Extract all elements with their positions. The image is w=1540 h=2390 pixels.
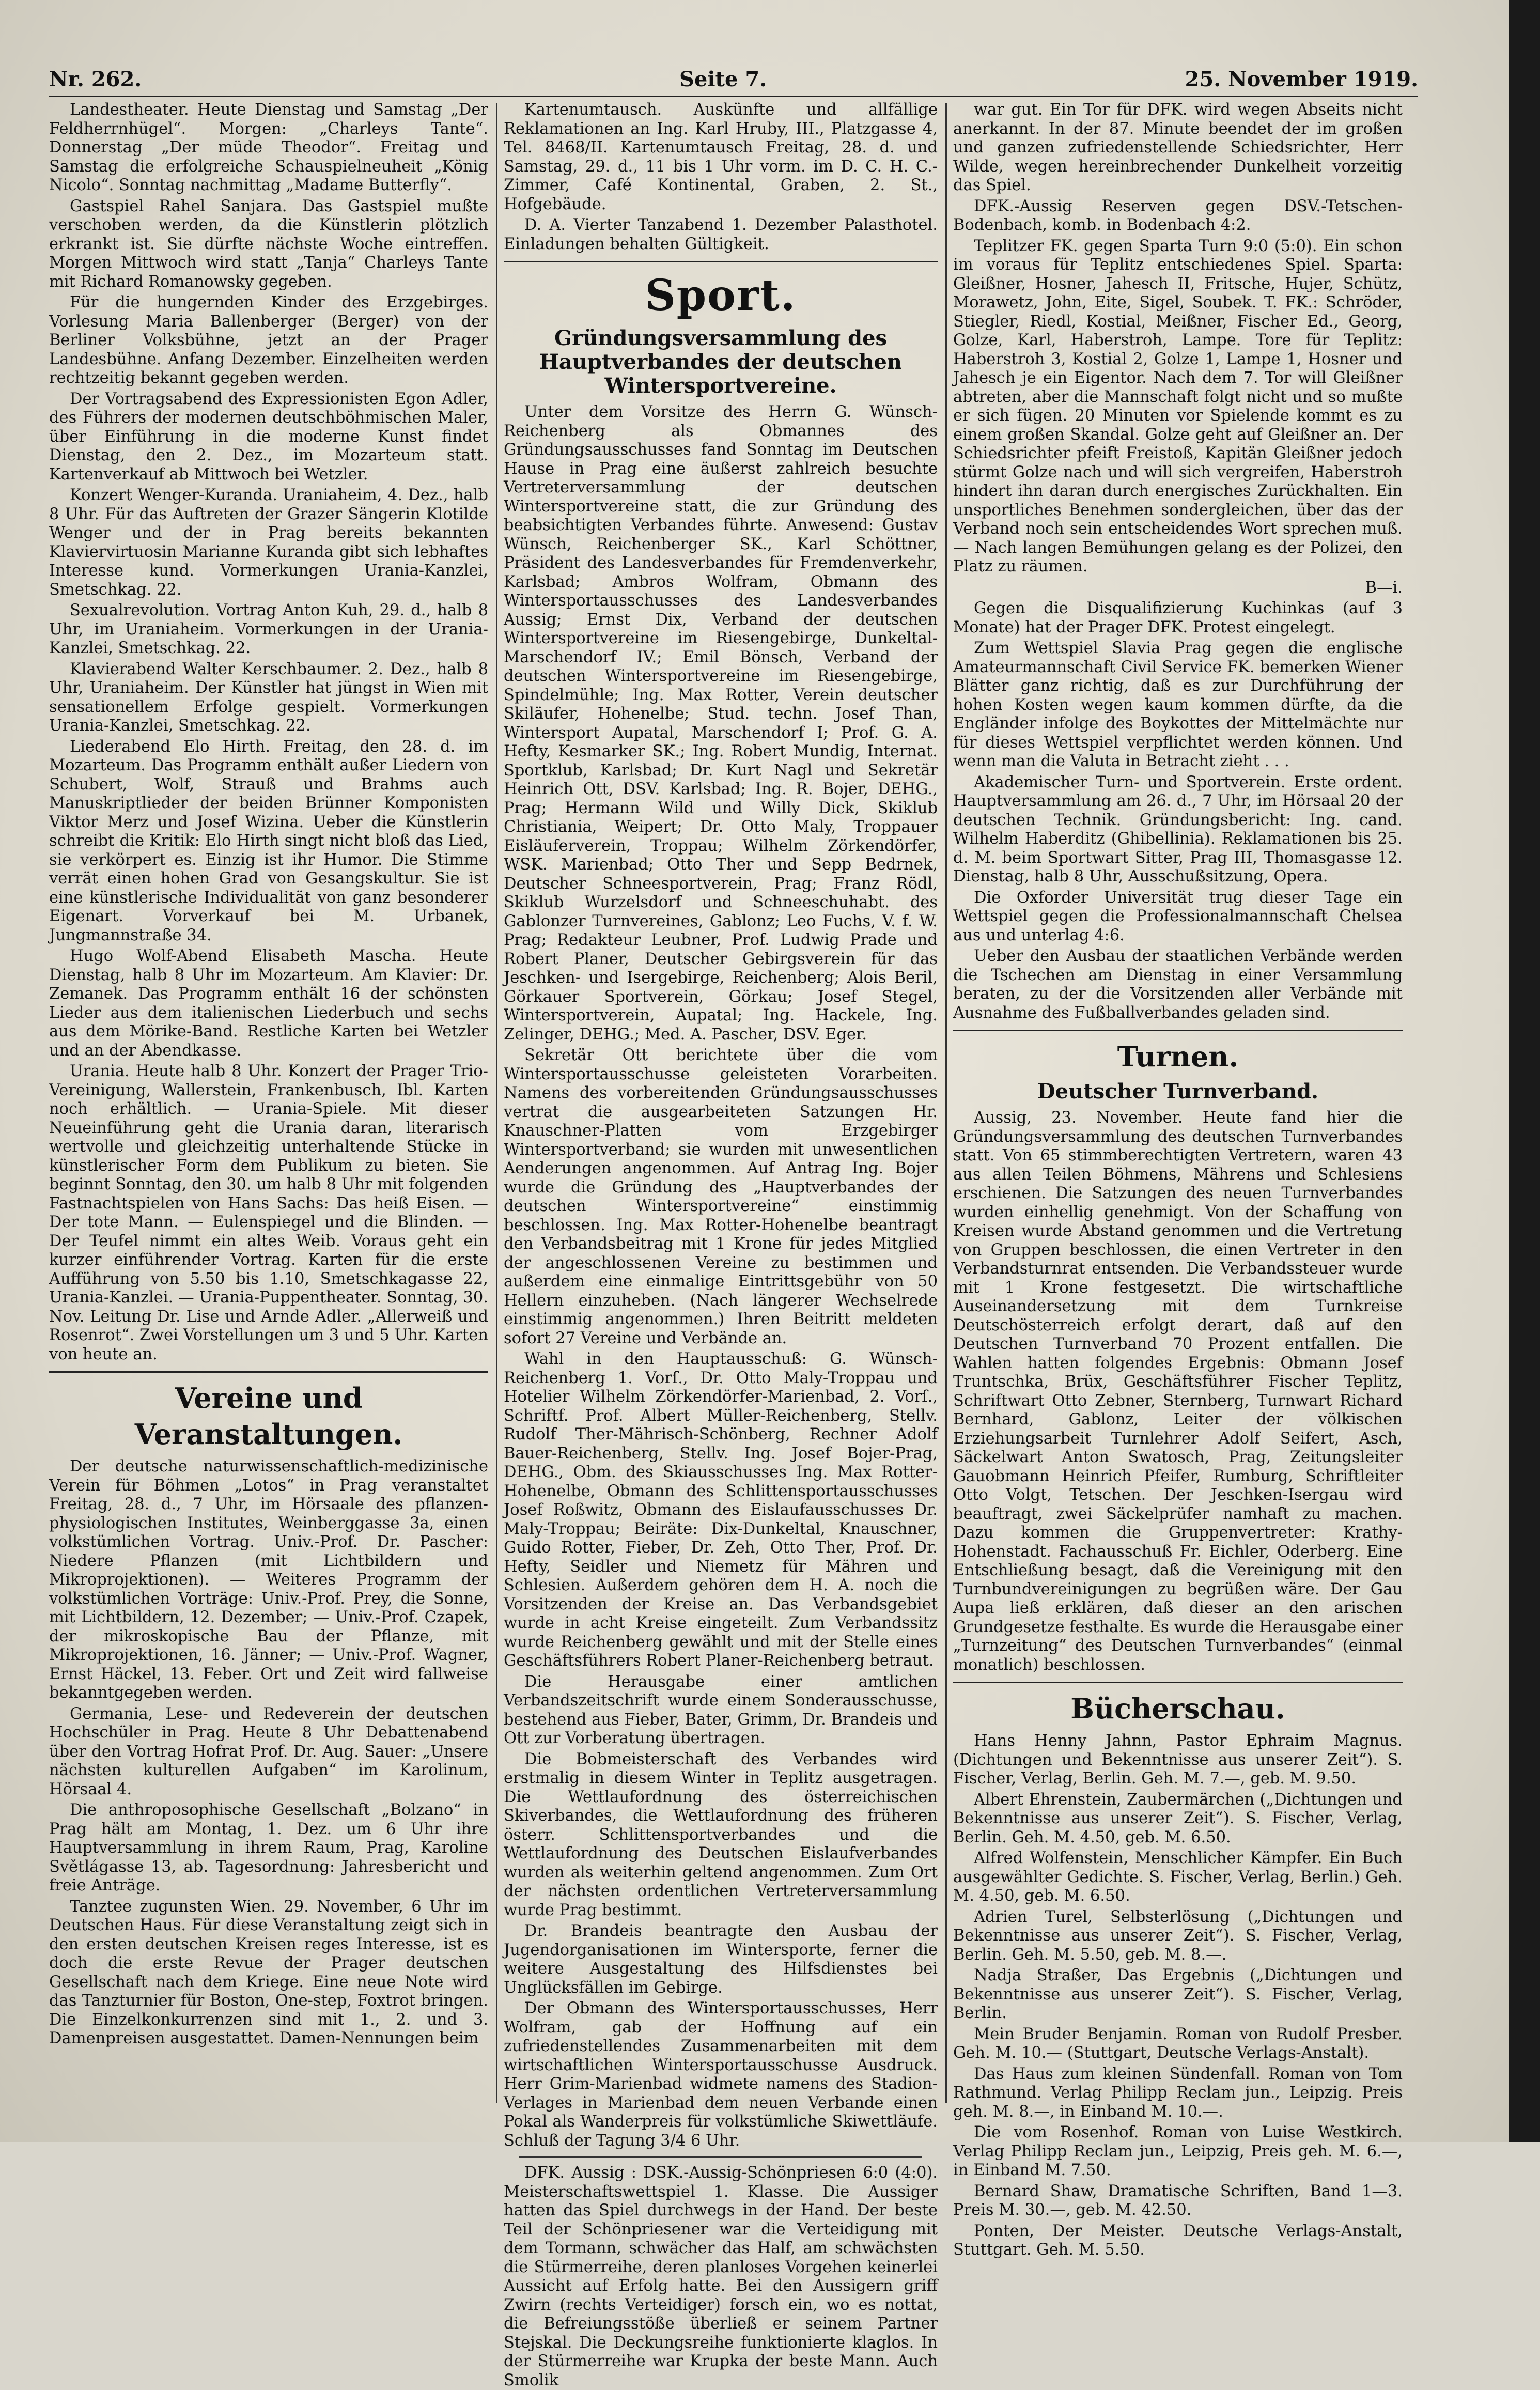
section-divider	[49, 1371, 488, 1373]
paragraph: Hugo Wolf-Abend Elisabeth Mascha. Heute Dienstag, halb 8 Uhr im Mozarteum. Am Klavier: Dr. Zemanek. Das Programm enthält 16 der schönsten Lieder aus dem italienischen Liederbuch und sechs aus dem Mörike-Band. Restliche Karten bei Wetzler und an der Abendkasse.	[49, 947, 488, 1060]
paragraph: Akademischer Turn- und Sportverein. Erste ordent. Hauptversammlung am 26. d., 7 Uhr, im Hörsaal 20 der deutschen Technik. Gründungsbericht: Ing. cand. Wilhelm Haberditz (Ghibellinia). Reklamationen bis 25. d. M. beim Sportwart Sitter, Prag III, Thomasgasse 12. Dienstag, halb 8 Uhr, Ausschußsitzung, Opera.	[953, 773, 1403, 886]
paragraph: Tanztee zugunsten Wien. 29. November, 6 Uhr im Deutschen Haus. Für diese Veranstaltung zeigt sich in den ersten deutschen Kreisen reges Interesse, ist es doch die erste Revue der Prager deutschen Gesellschaft nach dem Kriege. Eine neue Note wird das Tanzturnier für Boston, One-step, Foxtrot bringen. Die Einzelkonkurrenzen sind mit 1., 2. und 3. Damenpreisen ausgestattet. Damen-Nennungen beim	[49, 1897, 488, 2047]
paragraph: Adrien Turel, Selbsterlösung („Dichtungen und Bekenntnisse aus unserer Zeit“). S. Fischer, Verlag, Berlin. Geh. M. 5.50, geb. M. 8.—.	[953, 1907, 1403, 1964]
paragraph: Klavierabend Walter Kerschbaumer. 2. Dez., halb 8 Uhr, Uraniaheim. Der Künstler hat jüngst in Wien mit sensationellem Erfolge gespielt. Vormerkungen Urania-Kanzlei, Smetschkag. 22.	[49, 660, 488, 735]
paragraph: Zum Wettspiel Slavia Prag gegen die englische Amateurmannschaft Civil Service FK. bemerken Wiener Blätter ganz richtig, daß es zur Durchführung der hohen Kosten wegen kaum kommen dürfte, da die Engländer infolge des Boykottes der Mittelmächte nur für dieses Wettspiel verpflichtet werden können. Und wenn man die Valuta in Betracht zieht . . .	[953, 639, 1403, 770]
paragraph: DFK. Aussig : DSK.-Aussig-Schönpriesen 6:0 (4:0). Meisterschaftswettspiel 1. Klasse. Die Aussiger hatten das Spiel durchwegs in der Hand. Der beste Teil der Schönpriesener war die Verteidigung mit dem Tormann, schwächer das Half, am schwächsten die Stürmerreihe, deren planloses Vorgehen keinerlei Aussicht auf Erfolg hatte. Bei den Aussigern griff Zwirn (rechts Verteidiger) forsch ein, wo es nottat, die Befreiungsstöße überließ er seinem Partner Stejskal. Die Deckungsreihe funktionierte klaglos. In der Stürmerreihe war Krupka der beste Mann. Auch Smolik	[504, 2164, 938, 2389]
article-headline: Gründungsversammlung des Hauptverbandes der deutschen Wintersportvereine.	[539, 326, 902, 398]
paragraph: DFK.-Aussig Reserven gegen DSV.-Tetschen-Bodenbach, komb. in Bodenbach 4:2.	[953, 197, 1403, 234]
paragraph: Konzert Wenger-Kuranda. Uraniaheim, 4. Dez., halb 8 Uhr. Für das Auftreten der Grazer Sängerin Klotilde Wenger und der in Prag bereits bekannten Klaviervirtuosin Marianne Kuranda gibt sich lebhaftes Interesse kund. Vormerkungen Urania-Kanzlei, Smetschkag. 22.	[49, 486, 488, 599]
section-divider	[504, 261, 938, 262]
column-divider	[945, 103, 947, 2103]
paragraph: Landestheater. Heute Dienstag und Samstag „Der Feldherrnhügel“. Morgen: „Charleys Tante“. Donnerstag „Der müde Theodor“. Freitag und Samstag die erfolgreiche Schauspielneuheit „König Nicolo“. Sonntag nachmittag „Madame Butterfly“.	[49, 101, 488, 194]
paragraph: Ueber den Ausbau der staatlichen Verbände werden die Tschechen am Dienstag in einer Versammlung beraten, zu der die Vorsitzenden aller Verbände mit Ausnahme des Fußballverbandes geladen sind.	[953, 947, 1403, 1022]
paragraph: Der Obmann des Wintersportausschusses, Herr Wolfram, gab der Hoffnung auf ein zufriedenstellendes Zusammenarbeiten mit dem wirtschaftlichen Wintersportausschusse Ausdruck. Herr Grim-Marienbad widmete namens des Stadion-Verlages in Marienbad dem neuen Verbande einen Pokal als Wanderpreis für volkstümliche Skiwettläufe. Schluß der Tagung 3/4 6 Uhr.	[504, 1999, 938, 2150]
author-signature: B—i.	[1365, 578, 1403, 597]
paragraph: Das Haus zum kleinen Sündenfall. Roman von Tom Rathmund. Verlag Philipp Reclam jun., Leipzig. Preis geh. M. 8.—, in Einband M. 10.—.	[953, 2065, 1403, 2121]
paragraph: Hans Henny Jahnn, Pastor Ephraim Magnus. (Dichtungen und Bekenntnisse aus unserer Zeit“). S. Fischer, Verlag, Berlin. Geh. M. 7.—, geb. M. 9.50.	[953, 1732, 1403, 1788]
paragraph: Teplitzer FK. gegen Sparta Turn 9:0 (5:0). Ein schon im voraus für Teplitz entschiedenes Spiel. Sparta: Gleißner, Hosner, Jahesch II, Fritsche, Hujer, Schütz, Morawetz, John, Eite, Sigel, Soubek. T. FK.: Schröder, Stiegler, Riedl, Kostial, Meißner, Fischer Ed., Georg, Golze, Karl, Haberstroh, Lampe. Tore für Teplitz: Haberstroh 3, Kostial 2, Golze 1, Lampe 1, Hosner und Jahesch je ein Eigentor. Nach dem 7. Tor will Gleißner abtreten, aber die Mannschaft folgt nicht und so mußte er sich fügen. 20 Minuten vor Spielende kommt es zu einem großen Skandal. Golze geht auf Gleißner an. Der Schiedsrichter pfeift Freistoß, Kapitän Gleißner jedoch stürmt Golze nach und will sich vergreifen, Haberstroh hindert ihn daran durch energisches Zurückhalten. Ein unsportliches Benehmen sondergleichen, über das der Verband noch sein entscheidendes Wort sprechen muß. — Nach langen Bemühungen gelang es der Polizei, den Platz zu räumen.	[953, 237, 1403, 576]
paragraph: Sekretär Ott berichtete über die vom Wintersportausschusse geleisteten Vorarbeiten. Namens des vorbereitenden Gründungsausschusses vertrat die ausgearbeiteten Satzungen Hr. Knauschner-Platten vom Erzgebirger Wintersportverband; sie wurden mit unwesentlichen Aenderungen angenommen. Auf Antrag Ing. Bojer wurde die Gründung des „Hauptverbandes der deutschen Wintersportvereine“ einstimmig beschlossen. Ing. Max Rotter-Hohenelbe beantragt den Verbandsbeitrag mit 1 Krone für jedes Mitglied der angeschlossenen Vereine zu bestimmen und außerdem eine einmalige Eintrittsgebühr von 50 Hellern einzuheben. (Nach längerer Wechselrede einstimmig angenommen.) Ihren Beitritt meldeten sofort 27 Vereine und Verbände an.	[504, 1046, 938, 1347]
paragraph: Dr. Brandeis beantragte den Ausbau der Jugendorganisationen im Wintersporte, ferner die weitere Ausgestaltung des Hilfsdienstes bei Unglücksfällen im Gebirge.	[504, 1922, 938, 1997]
paragraph: Die vom Rosenhof. Roman von Luise Westkirch. Verlag Philipp Reclam jun., Leipzig, Preis geh. M. 6.—, in Einband M. 7.50.	[953, 2123, 1403, 2179]
paragraph: Die Oxforder Universität trug dieser Tage ein Wettspiel gegen die Professionalmannschaft Chelsea aus und unterlag 4:6.	[953, 888, 1403, 944]
paragraph: Kartenumtausch. Auskünfte und allfällige Reklamationen an Ing. Karl Hruby, III., Platzgasse 4, Tel. 8468/II. Kartenumtausch Freitag, 28. d. und Samstag, 29. d., 11 bis 1 Uhr vorm. im D. C. H. C.-Zimmer, Café Kontinental, Graben, 2. St., Hofgebäude.	[504, 101, 938, 213]
page-header	[49, 62, 1418, 98]
column-sport	[504, 101, 938, 2389]
section-heading-turnen: Turnen.	[1117, 1040, 1239, 1073]
paragraph: Unter dem Vorsitze des Herrn G. Wünsch-Reichenberg als Obmannes des Gründungsausschusses fand Sonntag im Deutschen Hause in Prag eine äußerst zahlreich besuchte Vertreterversammlung der deutschen Wintersportvereine statt, die zur Gründung des beabsichtigten Verbandes führte. Anwesend: Gustav Wünsch, Reichenberger SK., Karl Schöttner, Präsident des Landesverbandes für Fremdenverkehr, Karlsbad; Ambros Wolfram, Obmann des Wintersportausschusses des Landesverbandes Aussig; Ernst Dix, Verband der deutschen Wintersportvereine im Riesengebirge, Dunkeltal-Marschendorf IV.; Emil Bönsch, Verband der deutschen Wintersportvereine im Riesengebirge, Spindelmühle; Ing. Max Rotter, Verein deutscher Skiläufer, Hohenelbe; Stud. techn. Josef Than, Wintersport Aupatal, Marschendorf I; Prof. G. A. Hefty, Kesmarker SK.; Ing. Robert Mundig, Internat. Sportklub, Karlsbad; Dr. Kurt Nagl und Sekretär Heinrich Ott, DSV. Karlsbad; Ing. R. Bojer, DEHG., Prag; Hermann Wild und Willy Dick, Skiklub Christiania, Weipert; Dr. Otto Maly, Troppauer Eisläuferverein, Troppau; Wilhelm Zörkendörfer, WSK. Marienbad; Otto Ther und Sepp Bedrnek, Deutscher Schneesportverein, Prag; Franz Rödl, Skiklub Wurzelsdorf und Schneeschuhabt. des Gablonzer Turnvereines, Gablonz; Leo Fuchs, V. f. W. Prag; Redakteur Leubner, Prof. Ludwig Prade und Robert Planer, Deutscher Gebirgsverein für das Jeschken- und Isergebirge, Reichenberg; Alois Beril, Görkauer Sportverein, Görkau; Josef Stegel, Wintersportverein, Aupatal; Ing. Hackele, Ing. Zelinger, DEHG.; Med. A. Pascher, DSV. Eger.	[504, 403, 938, 1044]
paragraph: Liederabend Elo Hirth. Freitag, den 28. d. im Mozarteum. Das Programm enthält außer Liedern von Schubert, Wolf, Strauß und Brahms auch Manuskriptlieder der beiden Brünner Komponisten Viktor Merz und Josef Wizina. Ueber die Künstlerin schreibt die Kritik: Elo Hirth singt nicht bloß das Lied, sie verkörpert es. Einzig ist ihr Humor. Die Stimme verrät einen hohen Grad von Gesangskultur. Sie ist eine künstlerische Individualität von ganz besonderer Eigenart. Vorverkauf bei M. Urbanek, Jungmannstraße 34.	[49, 737, 488, 944]
paragraph: Aussig, 23. November. Heute fand hier die Gründungsversammlung des deutschen Turnverbandes statt. Von 65 stimmberechtigten Vertretern, waren 43 aus allen Teilen Böhmens, Mährens und Schlesiens erschienen. Die Satzungen des neuen Turnverbandes wurden einhellig genehmigt. Von der Schaffung von Kreisen wurde Abstand genommen und die Vertretung von Gruppen beschlossen, die einen Vertreter in den Verbandsturnrat entsenden. Die Verbandssteuer wurde mit 1 Krone festgesetzt. Die wirtschaftliche Auseinandersetzung mit dem Turnkreise Deutschösterreich erfolgt derart, daß auf den Deutschen Turnverband 70 Prozent entfallen. Die Wahlen hatten folgendes Ergebnis: Obmann Josef Truntschka, Brüx, Geschäftsführer Fischer Teplitz, Schriftwart Otto Zebner, Sternberg, Turnwart Richard Bernhard, Gablonz, Leiter der völkischen Erziehungsarbeit Turnlehrer Adolf Seifert, Asch, Säckelwart Anton Swatosch, Prag, Zeitungsleiter Gauobmann Heinrich Pfeifer, Rumburg, Schriftleiter Otto Volgt, Tetschen. Der Jeschken-Isergau wird beauftragt, zwei Säckelprüfer namhaft zu machen. Dazu kommen die Gruppenvertreter: Krathy-Hohenstadt. Fachausschuß Fr. Eichler, Oderberg. Eine Entschließung besagt, daß die Vereinigung mit den Turnbundvereinigungen zu begrüßen wäre. Der Gau Aupa ließ erklären, daß dieser an den arischen Grundgesetze festhalte. Es wurde die Herausgabe einer „Turnzeitung“ des Deutschen Turnverbandes“ (einmal monatlich) beschlossen.	[953, 1109, 1403, 1674]
paragraph: Nadja Straßer, Das Ergebnis („Dichtungen und Bekenntnisse aus unserer Zeit“). S. Fischer, Verlag, Berlin.	[953, 1966, 1403, 2022]
paragraph: Wahl in den Hauptausschuß: G. Wünsch-Reichenberg 1. Vorſ., Dr. Otto Maly-Troppau und Hotelier Wilhelm Zörkendörfer-Marienbad, 2. Vorſ., Schriftf. Prof. Albert Müller-Reichenberg, Stellv. Rudolf Ther-Mährisch-Schönberg, Rechner Adolf Bauer-Reichenberg, Stellv. Ing. Josef Bojer-Prag, DEHG., Obm. des Skiausschusses Ing. Max Rotter-Hohenelbe, Obmann des Schlittensportausschusses Josef Roßwitz, Obmann des Eislaufausschusses Dr. Maly-Troppau; Beiräte: Dix-Dunkeltal, Knauschner, Guido Rotter, Fieber, Dr. Zeh, Otto Ther, Prof. Dr. Hefty, Seidler und Niemetz für Mähren und Schlesien. Außerdem gehören dem H. A. noch die Vorsitzenden der Kreise an. Das Verbandsgebiet wurde in acht Kreise eingeteilt. Zum Verbandssitz wurde Reichenberg gewählt und mit der Stelle eines Geschäftsführers Robert Planer-Reichenberg betraut.	[504, 1350, 938, 1670]
column-sport-turnen-buecher	[953, 101, 1403, 2259]
paragraph: Der deutsche naturwissenschaftlich-medizinische Verein für Böhmen „Lotos“ in Prag veranstaltet Freitag, 28. d., 7 Uhr, im Hörsaale des pflanzen-physiologischen Institutes, Weinberggasse 3a, einen volkstümlichen Vortrag. Univ.-Prof. Dr. Pascher: Niedere Pflanzen (mit Lichtbildern und Mikroprojektionen). — Weiteres Programm der volkstümlichen Vorträge: Univ.-Prof. Prey, die Sonne, mit Lichtbildern, 12. Dezember; — Univ.-Prof. Czapek, der mikroskopische Bau der Pflanze, mit Mikroprojektionen, 16. Jänner; — Univ.-Prof. Wagner, Ernst Häckel, 13. Feber. Ort und Zeit wird fallweise bekanntgegeben werden.	[49, 1457, 488, 1702]
paragraph: Albert Ehrenstein, Zaubermärchen („Dichtungen und Bekenntnisse aus unserer Zeit“). S. Fischer, Verlag, Berlin. Geh. M. 4.50, geb. M. 6.50.	[953, 1790, 1403, 1846]
article-divider	[519, 2156, 922, 2158]
paragraph: Mein Bruder Benjamin. Roman von Rudolf Presber. Geh. M. 10.— (Stuttgart, Deutsche Verlags-Anstalt).	[953, 2025, 1403, 2062]
section-heading-sport: Sport.	[645, 271, 797, 320]
paragraph: Die Bobmeisterschaft des Verbandes wird erstmalig in diesem Winter in Teplitz ausgetragen. Die Wettlaufordnung des österreichischen Skiverbandes, die Wettlaufordnung des früheren österr. Schlittensportverbandes und die Wettlaufordnung des Deutschen Eislaufverbandes wurden als weiterhin geltend angenommen. Zum Ort der nächsten ordentlichen Vertreterversammlung wurde Prag bestimmt.	[504, 1750, 938, 1919]
header-rule	[49, 96, 1418, 97]
paragraph: Für die hungernden Kinder des Erzgebirges. Vorlesung Maria Ballenberger (Berger) von der Berliner Volksbühne, jetzt an der Prager Landesbühne. Anfang Dezember. Einzelheiten werden rechtzeitig bekannt gegeben werden.	[49, 293, 488, 387]
section-heading-vereine: Vereine und Veranstaltungen.	[134, 1382, 403, 1451]
paragraph: war gut. Ein Tor für DFK. wird wegen Abseits nicht anerkannt. In der 87. Minute beendet der im großen und ganzen zufriedenstellende Schiedsrichter, Herr Wilde, wegen hereinbrechender Dunkelheit vorzeitig das Spiel.	[953, 101, 1403, 194]
paragraph: Gastspiel Rahel Sanjara. Das Gastspiel mußte verschoben werden, da die Künstlerin plötzlich erkrankt ist. Sie dürfte nächste Woche eintreffen. Morgen Mittwoch wird statt „Tanja“ Charleys Tante mit Richard Romanowsky gegeben.	[49, 197, 488, 291]
paragraph: Germania, Lese- und Redeverein der deutschen Hochschüler in Prag. Heute 8 Uhr Debattenabend über den Vortrag Hofrat Prof. Dr. Aug. Sauer: „Unsere nächsten kulturellen Aufgaben“ im Karolinum, Hörsaal 4.	[49, 1704, 488, 1798]
issue-date: 25. November 1919.	[1185, 67, 1418, 91]
section-divider	[953, 1682, 1403, 1683]
column-divider	[496, 103, 497, 2103]
article-headline: Deutscher Turnverband.	[1037, 1079, 1319, 1104]
paragraph: Gegen die Disqualifizierung Kuchinkas (auf 3 Monate) hat der Prager DFK. Protest eingelegt.	[953, 599, 1403, 637]
issue-number: Nr. 262.	[49, 67, 142, 91]
paragraph: Ponten, Der Meister. Deutsche Verlags-Anstalt, Stuttgart. Geh. M. 5.50.	[953, 2222, 1403, 2259]
section-heading-buecherschau: Bücherschau.	[1070, 1692, 1285, 1725]
paragraph: Sexualrevolution. Vortrag Anton Kuh, 29. d., halb 8 Uhr, im Uraniaheim. Vormerkungen in der Urania-Kanzlei, Smetschkag. 22.	[49, 601, 488, 657]
paragraph: Bernard Shaw, Dramatische Schriften, Band 1—3. Preis M. 30.—, geb. M. 42.50.	[953, 2182, 1403, 2219]
page-number: Seite 7.	[679, 67, 767, 91]
paragraph: Alfred Wolfenstein, Menschlicher Kämpfer. Ein Buch ausgewählter Gedichte. S. Fischer, Verlag, Berlin.) Geh. M. 4.50, geb. M. 6.50.	[953, 1849, 1403, 1905]
paragraph: Der Vortragsabend des Expressionisten Egon Adler, des Führers der modernen deutschböhmischen Maler, über Einführung in die moderne Kunst findet Dienstag, den 2. Dez., im Mozarteum statt. Kartenverkauf ab Mittwoch bei Wetzler.	[49, 390, 488, 484]
paragraph: Die anthroposophische Gesellschaft „Bolzano“ in Prag hält am Montag, 1. Dez. um 6 Uhr ihre Hauptversammlung in ihrem Raum, Prag, Karoline Světlágasse 13, ab. Tagesordnung: Jahresbericht und freie Anträge.	[49, 1801, 488, 1895]
column-theater-vereine	[49, 101, 488, 2116]
section-divider	[953, 1030, 1403, 1031]
paragraph: Urania. Heute halb 8 Uhr. Konzert der Prager Trio-Vereinigung, Wallerstein, Frankenbusch, Ibl. Karten noch erhältlich. — Urania-Spiele. Mit dieser Neueinführung geht die Urania daran, literarisch wertvolle und gleichzeitig unterhaltende Stücke in künstlerischer Form dem Publikum zu bieten. Sie beginnt Sonntag, den 30. um halb 8 Uhr mit folgenden Fastnachtspielen von Hans Sachs: Das heiß Eisen. — Der tote Mann. — Eulenspiegel und die Blinden. — Der Teufel nimmt ein altes Weib. Voraus geht ein kurzer einführender Vortrag. Karten für die erste Aufführung von 5.50 bis 1.10, Smetschkagasse 22, Urania-Kanzlei. — Urania-Puppentheater. Sonntag, 30. Nov. Leitung Dr. Lise und Arnde Adler. „Allerweiß und Rosenrot“. Zwei Vorstellungen um 3 und 5 Uhr. Karten von heute an.	[49, 1062, 488, 1363]
paragraph: D. A. Vierter Tanzabend 1. Dezember Palasthotel. Einladungen behalten Gültigkeit.	[504, 216, 938, 253]
paragraph: Die Herausgabe einer amtlichen Verbandszeitschrift wurde einem Sonderausschusse, bestehend aus Fieber, Bater, Grimm, Dr. Brandeis und Ott zur Vorberatung übertragen.	[504, 1672, 938, 1747]
scan-edge	[1509, 0, 1540, 2142]
